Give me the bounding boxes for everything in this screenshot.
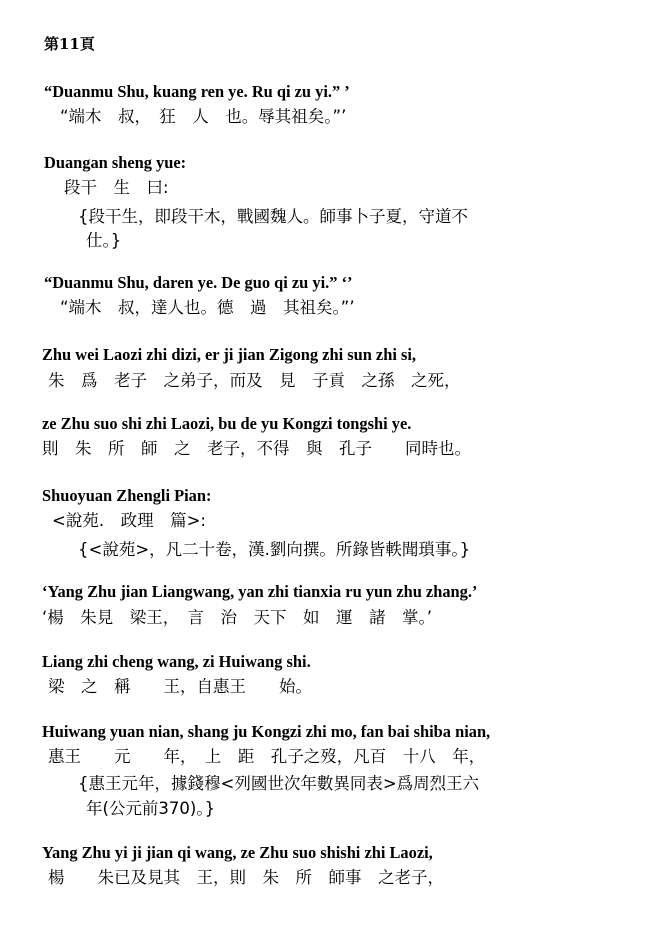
annotation-line: 年(公元前370)。}: [86, 799, 216, 818]
romanization-line: Shuoyuan Zhengli Pian:: [42, 486, 212, 505]
romanization-line: “Duanmu Shu, kuang ren ye. Ru qi zu yi.” ’: [44, 82, 350, 101]
chinese-line: 惠王 元 年， 上 距 孔子之歿，凡百 十八 年，: [48, 747, 486, 766]
annotation-line: {段干生，即段干木，戰國魏人。師事卜子夏，守道不: [78, 207, 468, 226]
chinese-line: “端木 叔，達人也。德 過 其祖矣。”’: [60, 298, 355, 317]
annotation-line: {惠王元年，據錢穆<列國世次年數異同表>爲周烈王六: [78, 774, 480, 793]
annotation-line: 仕。}: [86, 231, 122, 250]
chinese-line: 段干 生 曰:: [64, 178, 169, 197]
chinese-line: ‘楊 朱見 梁王， 言 治 天下 如 運 諸 掌。’: [42, 608, 432, 627]
page-number: 第11頁: [44, 35, 95, 53]
chinese-line: 楊 朱已及見其 王，則 朱 所 師事 之老子，: [48, 868, 444, 887]
chinese-line: <說苑. 政理 篇>:: [52, 511, 206, 530]
romanization-line: “Duanmu Shu, daren ye. De guo qi zu yi.” ‘’: [44, 273, 353, 292]
chinese-line: 則 朱 所 師 之 老子，不得 與 孔子 同時也。: [42, 439, 471, 458]
chinese-line: “端木 叔， 狂 人 也。辱其祖矣。”’: [60, 107, 347, 126]
romanization-line: Duangan sheng yue:: [44, 153, 187, 172]
romanization-line: Liang zhi cheng wang, zi Huiwang shi.: [42, 652, 311, 671]
chinese-line: 朱 爲 老子 之弟子，而及 見 子貢 之孫 之死，: [48, 371, 461, 390]
romanization-line: ‘Yang Zhu jian Liangwang, yan zhi tianxia ru yun zhu zhang.’: [42, 582, 478, 601]
chinese-line: 梁 之 稱 王，自惠王 始。: [48, 677, 312, 696]
romanization-line: ze Zhu suo shi zhi Laozi, bu de yu Kongzi tongshi ye.: [42, 414, 412, 433]
romanization-line: Zhu wei Laozi zhi dizi, er ji jian Zigong zhi sun zhi si,: [42, 345, 416, 364]
romanization-line: Yang Zhu yi ji jian qi wang, ze Zhu suo shishi zhi Laozi,: [42, 843, 433, 862]
annotation-line: {<說苑>，凡二十卷，漢.劉向撰。所錄皆軼聞瑣事。}: [78, 540, 471, 559]
romanization-line: Huiwang yuan nian, shang ju Kongzi zhi mo, fan bai shiba nian,: [42, 722, 491, 741]
